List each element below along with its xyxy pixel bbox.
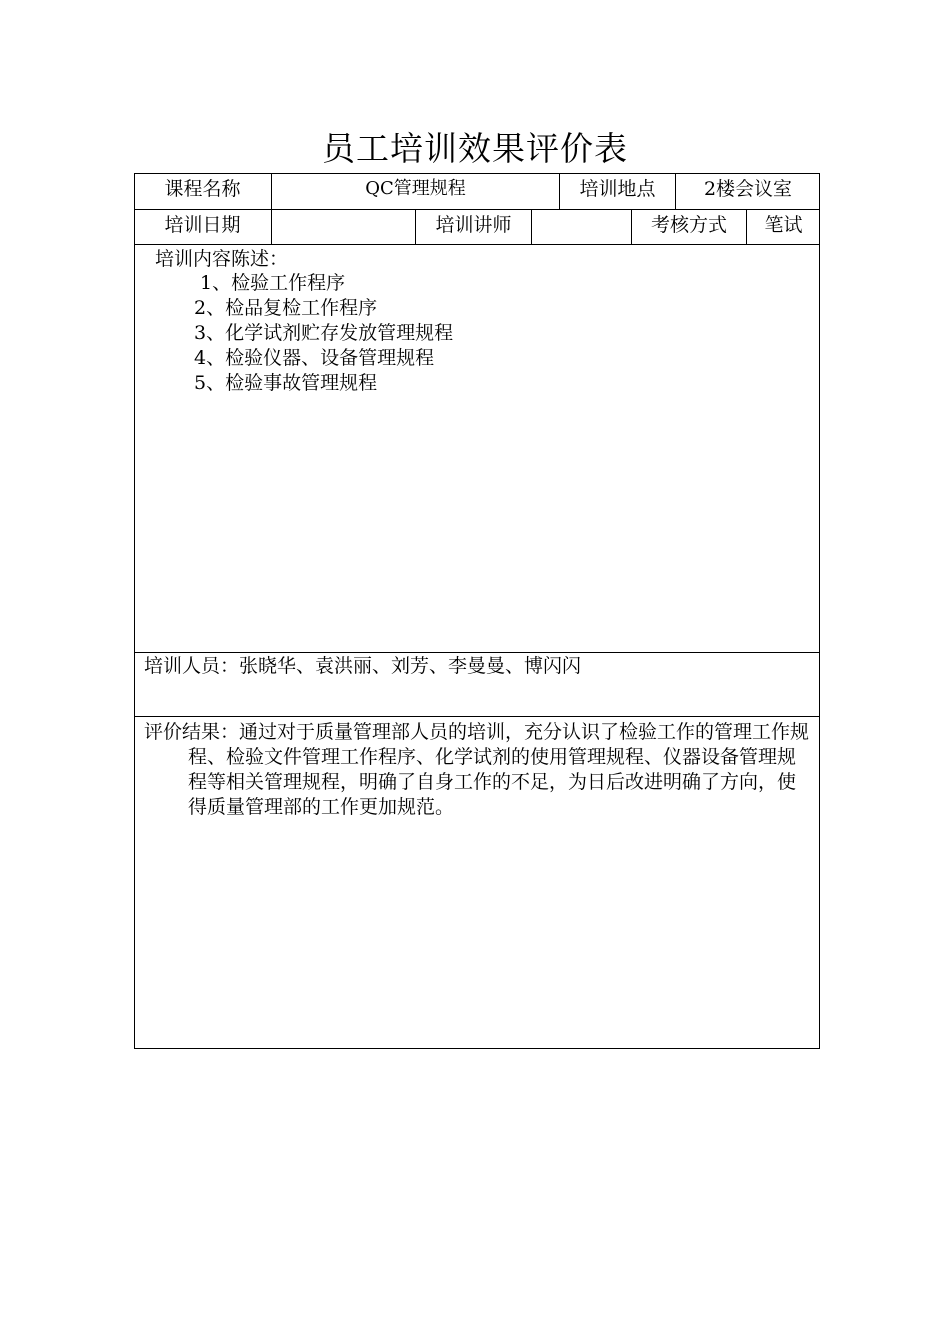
- content-item: 3、化学试剂贮存发放管理规程: [194, 322, 454, 344]
- course-name-label: 课程名称: [164, 178, 241, 200]
- location-value: 2楼会议室: [703, 178, 793, 200]
- evaluation-result: 评价结果：通过对于质量管理部人员的培训，充分认识了检验工作的管理工作规程、检验文件管理工作程序、化学试剂的使用管理规程、仪器设备管理规程等相关管理规程，明确了自身工作的不足，为日后改进明确了方向，使得质量管理部的工作更加规范。: [144, 721, 810, 818]
- row-divider: [134, 716, 820, 717]
- content-item: 1、检验工作程序: [200, 272, 346, 294]
- content-item: 2、检品复检工作程序: [194, 297, 378, 319]
- row-divider: [134, 244, 820, 245]
- trainees-list: 培训人员：张晓华、袁洪丽、刘芳、李曼曼、博闪闪: [144, 655, 582, 677]
- cell-divider: [531, 209, 532, 244]
- location-label: 培训地点: [579, 178, 656, 200]
- page-title: 员工培训效果评价表: [322, 129, 628, 168]
- course-name-value: QC管理规程: [365, 178, 466, 199]
- content-item: 5、检验事故管理规程: [194, 372, 378, 394]
- row-divider: [134, 652, 820, 653]
- content-heading: 培训内容陈述：: [155, 248, 289, 270]
- assessment-method-value: 笔试: [764, 214, 803, 236]
- trainer-label: 培训讲师: [435, 214, 512, 236]
- assessment-method-label: 考核方式: [650, 214, 727, 236]
- date-label: 培训日期: [164, 214, 241, 236]
- content-item: 4、检验仪器、设备管理规程: [194, 347, 435, 369]
